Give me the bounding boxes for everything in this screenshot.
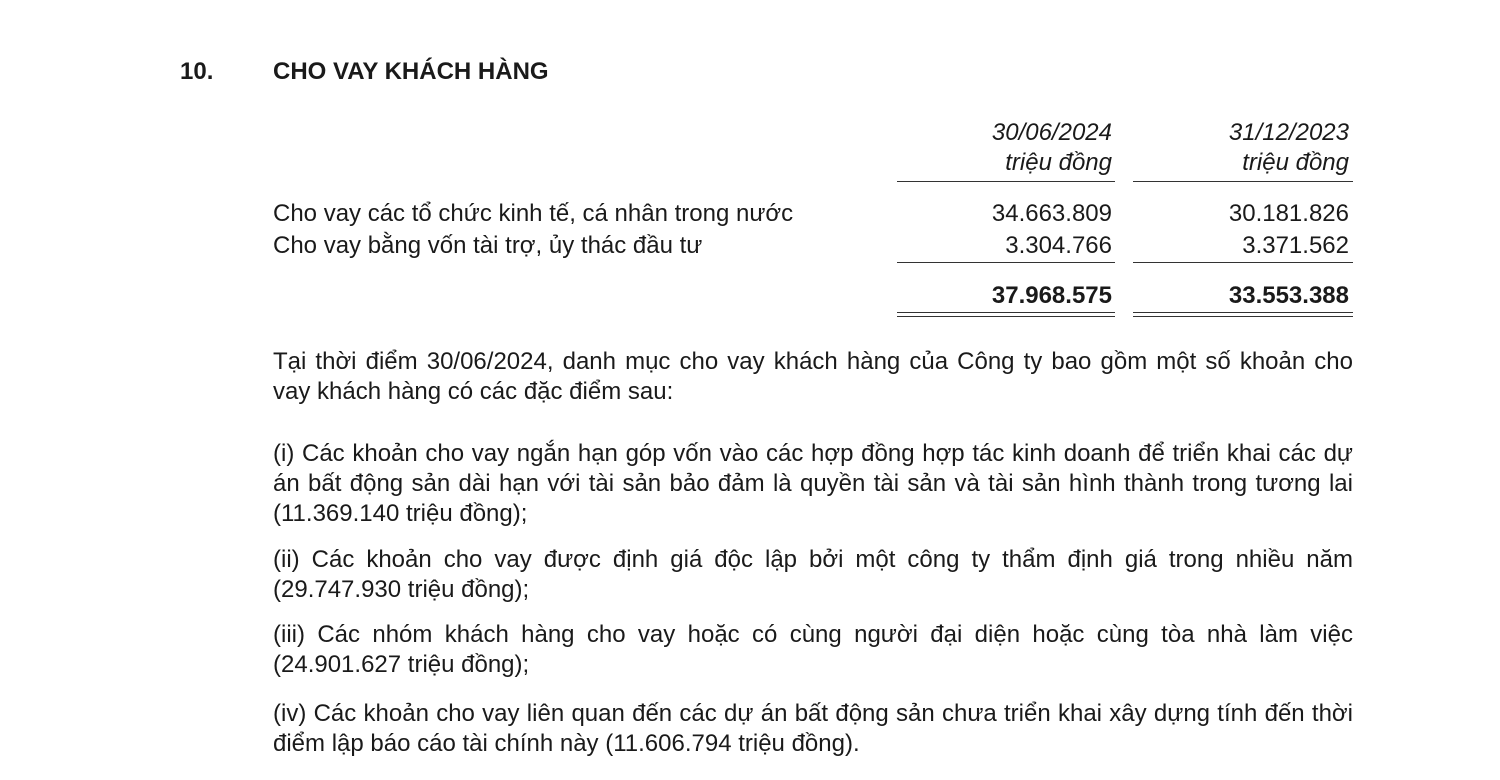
- subtotal-rule: [1133, 262, 1353, 263]
- column-unit: triệu đồng: [1242, 149, 1349, 176]
- total-double-rule: [897, 312, 1115, 317]
- list-item: (iii) Các nhóm khách hàng cho vay hoặc có cùng người đại diện hoặc cùng tòa nhà làm việc (24.901.627 triệu đồng);: [273, 621, 1353, 678]
- intro-paragraph: Tại thời điểm 30/06/2024, danh mục cho vay khách hàng của Công ty bao gồm một số khoản cho vay khách hàng có các đặc điểm sau:: [273, 348, 1353, 405]
- table-cell: 3.304.766: [1005, 232, 1112, 259]
- header-rule: [897, 181, 1115, 182]
- total-cell: 37.968.575: [991, 282, 1112, 309]
- column-unit: triệu đồng: [1005, 149, 1112, 176]
- total-double-rule: [1133, 312, 1353, 317]
- section-title: CHO VAY KHÁCH HÀNG: [273, 58, 549, 85]
- subtotal-rule: [897, 262, 1115, 263]
- list-item: (ii) Các khoản cho vay được định giá độc lập bởi một công ty thẩm định giá trong nhiều năm (29.747.930 triệu đồng);: [273, 546, 1353, 603]
- section-number: 10.: [180, 58, 214, 85]
- column-header-2023: [1135, 118, 1349, 178]
- table-row-label: Cho vay bằng vốn tài trợ, ủy thác đầu tư: [273, 232, 703, 259]
- column-header-2024: [897, 118, 1112, 178]
- table-cell: 34.663.809: [991, 200, 1112, 227]
- list-item: (iv) Các khoản cho vay liên quan đến các dự án bất động sản chưa triển khai xây dựng tính đến thời điểm lập báo cáo tài chính này (11.606.794 triệu đồng).: [273, 700, 1353, 757]
- total-cell: 33.553.388: [1228, 282, 1349, 309]
- header-rule: [1133, 181, 1353, 182]
- table-cell: 30.181.826: [1228, 200, 1349, 227]
- table-cell: 3.371.562: [1242, 232, 1349, 259]
- column-date: 30/06/2024: [991, 119, 1112, 146]
- column-date: 31/12/2023: [1228, 119, 1349, 146]
- table-row-label: Cho vay các tổ chức kinh tế, cá nhân trong nước: [273, 200, 794, 227]
- list-item: (i) Các khoản cho vay ngắn hạn góp vốn vào các hợp đồng hợp tác kinh doanh để triển khai các dự án bất động sản dài hạn với tài sản bảo đảm là quyền tài sản và tài sản hình thành trong tương lai (11.369.140 triệu đồng);: [273, 440, 1353, 527]
